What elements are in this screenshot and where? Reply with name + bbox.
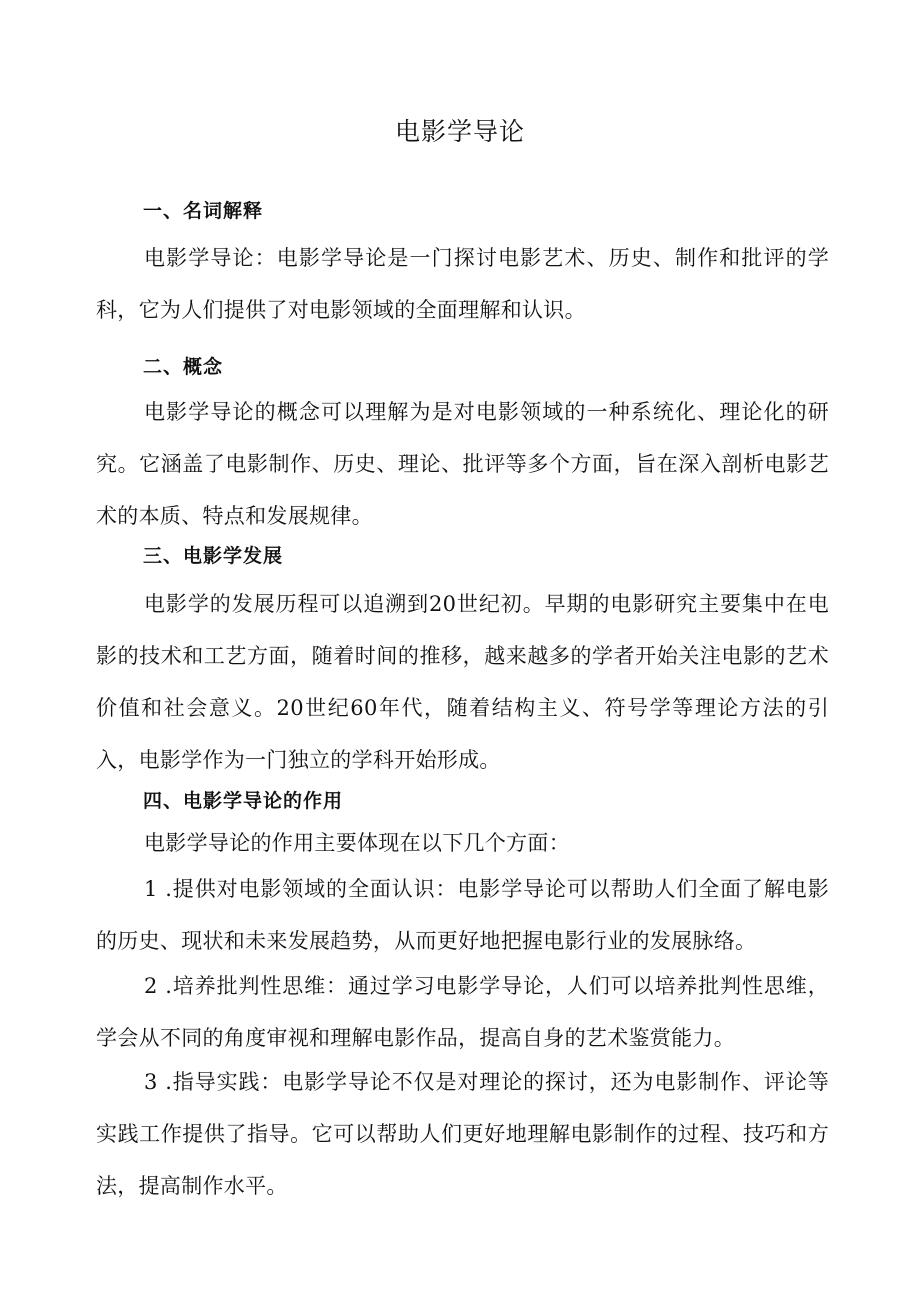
section-role-item-3: 3 .指导实践：电影学导论不仅是对理论的探讨，还为电影制作、评论等实践工作提供了指导。它可以帮助人们更好地理解电影制作的过程、技巧和方法，提高制作水平。 [96,1070,829,1198]
section-role-item-2: 2 .培养批判性思维：通过学习电影学导论，人们可以培养批判性思维，学会从不同的角度审视和理解电影作品，提高自身的艺术鉴赏能力。 [96,974,829,1050]
section-role-item-1: 1 .提供对电影领域的全面认识：电影学导论可以帮助人们全面了解电影的历史、现状和未来发展趋势，从而更好地把握电影行业的发展脉络。 [96,877,829,953]
section-heading-development: 三、电影学发展 [143,545,284,567]
section-heading-role: 四、电影学导论的作用 [143,790,344,812]
section-concept-paragraph: 电影学导论的概念可以理解为是对电影领域的一种系统化、理论化的研究。它涵盖了电影制作、历史、理论、批评等多个方面，旨在深入剖析电影艺术的本质、特点和发展规律。 [96,400,829,528]
section-terms-paragraph: 电影学导论：电影学导论是一门探讨电影艺术、历史、制作和批评的学科，它为人们提供了对电影领域的全面理解和认识。 [96,246,829,322]
section-role-intro: 电影学导论的作用主要体现在以下几个方面： [144,831,570,855]
page-title: 电影学导论 [394,117,525,146]
section-heading-concept: 二、概念 [143,356,224,378]
section-heading-terms: 一、名词解释 [143,200,264,222]
section-development-paragraph: 电影学的发展历程可以追溯到20世纪初。早期的电影研究主要集中在电影的技术和工艺方面，随着时间的推移，越来越多的学者开始关注电影的艺术价值和社会意义。20世纪60年代，随着结构主义、符号学等理论方法的引入，电影学作为一门独立的学科开始形成。 [96,592,829,772]
